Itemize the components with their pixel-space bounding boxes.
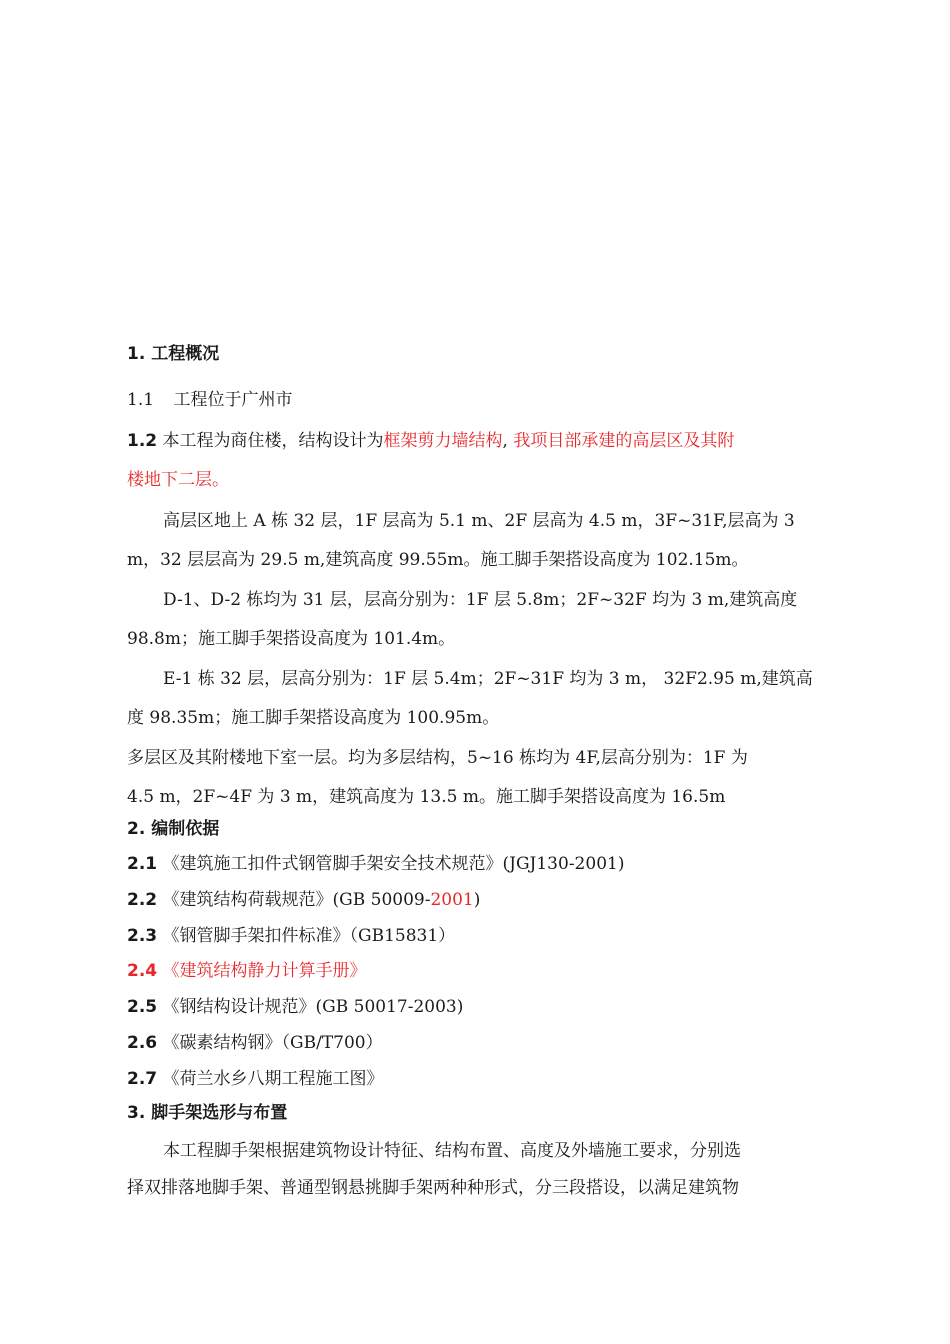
item-number: 1.1 bbox=[127, 390, 155, 410]
item-1-2-cont: 楼地下二层。 bbox=[127, 470, 229, 490]
ref-2-1 bbox=[127, 853, 827, 875]
ref-text: 《建筑结构荷载规范》(GB 50009- bbox=[157, 890, 431, 910]
highlight-text: 我项目部承建的高层区及其附 bbox=[513, 431, 735, 451]
ref-number: 2.3 bbox=[127, 926, 158, 946]
ref-2-3 bbox=[127, 925, 827, 947]
paragraph-m-line-2: 4.5 m，2F~4F 为 3 m，建筑高度为 13.5 m。施工脚手架搭设高度为 16.5m bbox=[127, 787, 726, 807]
item-text: 本工程为商住楼，结构设计为 bbox=[157, 431, 384, 451]
paragraph-d-line-2: 98.8m；施工脚手架搭设高度为 101.4m。 bbox=[127, 629, 456, 649]
ref-text: 《碳素结构钢》（GB/T700） bbox=[157, 1033, 383, 1053]
ref-text: 《建筑施工扣件式钢管脚手架安全技术规范》(JGJ130-2001) bbox=[157, 854, 625, 874]
section-3-heading: 3. 脚手架选形与布置 bbox=[127, 1103, 288, 1123]
item-number: 1.2 bbox=[127, 431, 158, 451]
paragraph-e-line-2: 度 98.35m；施工脚手架搭设高度为 100.95m。 bbox=[127, 708, 500, 728]
ref-2-5 bbox=[127, 996, 827, 1018]
paragraph-s3-line-1: 本工程脚手架根据建筑物设计特征、结构布置、高度及外墙施工要求，分别选 bbox=[163, 1141, 741, 1161]
ref-text: 《钢结构设计规范》(GB 50017-2003) bbox=[157, 997, 464, 1017]
ref-2-2 bbox=[127, 889, 827, 911]
ref-number: 2.5 bbox=[127, 997, 158, 1017]
ref-number: 2.2 bbox=[127, 890, 158, 910]
ref-number: 2.6 bbox=[127, 1033, 158, 1053]
paragraph-s3-line-2: 择双排落地脚手架、普通型钢悬挑脚手架两种种形式，分三段搭设，以满足建筑物 bbox=[127, 1178, 739, 1198]
ref-number: 2.7 bbox=[127, 1069, 158, 1089]
paragraph-d-line-1: D-1、D-2 栋均为 31 层，层高分别为：1F 层 5.8m；2F~32F 均为 3 m,建筑高度 bbox=[163, 590, 798, 610]
item-text: , bbox=[502, 431, 514, 451]
ref-text: 《钢管脚手架扣件标准》（GB15831） bbox=[157, 926, 456, 946]
paragraph-m-line-1: 多层区及其附楼地下室一层。均为多层结构，5~16 栋均为 4F,层高分别为：1F 为 bbox=[127, 748, 748, 768]
highlight-text: 2001 bbox=[430, 890, 474, 910]
ref-text: ) bbox=[473, 890, 481, 910]
paragraph-a-line-2: m，32 层层高为 29.5 m,建筑高度 99.55m。施工脚手架搭设高度为 102.15m。 bbox=[127, 550, 749, 570]
ref-number: 2.4 bbox=[127, 961, 158, 981]
ref-2-7 bbox=[127, 1068, 827, 1090]
item-1-1 bbox=[127, 389, 827, 411]
ref-2-6 bbox=[127, 1032, 827, 1054]
ref-text: 《荷兰水乡八期工程施工图》 bbox=[157, 1069, 384, 1089]
section-2-heading: 2. 编制依据 bbox=[127, 819, 220, 839]
ref-number: 2.1 bbox=[127, 854, 158, 874]
paragraph-a-line-1: 高层区地上 A 栋 32 层，1F 层高为 5.1 m、2F 层高为 4.5 m，3F~31F,层高为 3 bbox=[163, 511, 795, 531]
ref-2-4 bbox=[127, 960, 827, 982]
highlight-text: 框架剪力墙结构 bbox=[383, 431, 503, 451]
item-1-2 bbox=[127, 430, 827, 452]
section-1-heading: 1. 工程概况 bbox=[127, 344, 220, 364]
item-text: 工程位于广州市 bbox=[173, 390, 293, 410]
ref-text: 《建筑结构静力计算手册》 bbox=[157, 961, 367, 981]
paragraph-e-line-1: E-1 栋 32 层，层高分别为：1F 层 5.4m；2F~31F 均为 3 m， 32F2.95 m,建筑高 bbox=[163, 669, 813, 689]
